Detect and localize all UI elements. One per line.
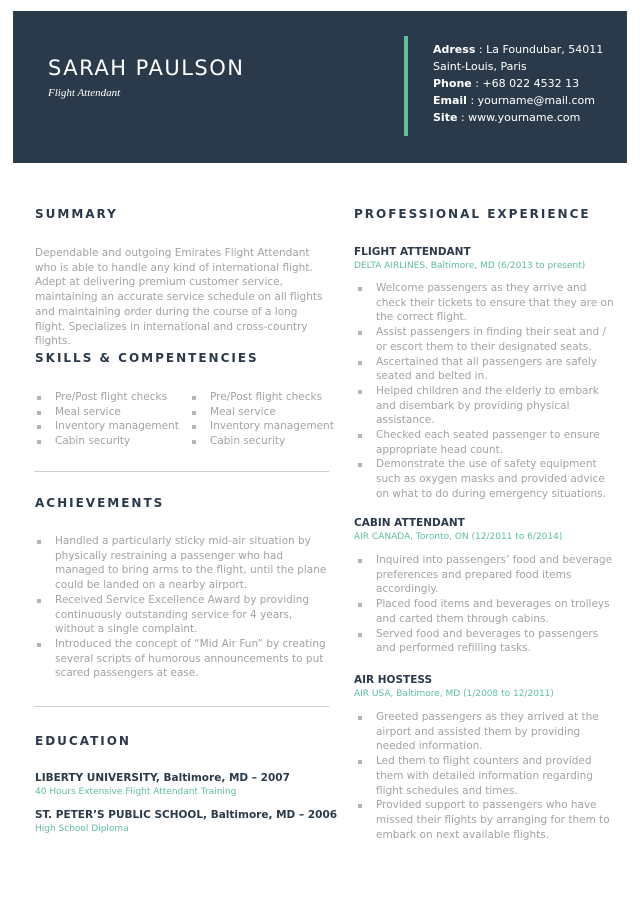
summary-text: Dependable and outgoing Emirates Flight Attendant who is able to handle any kind of international flight. Adept at delivering premium customer service, maintaining an accurate service schedule on all flights and maintaining order during the course of a long flight. Specializes in international and cross-country flights.: [35, 247, 323, 348]
skills-list-2: [190, 390, 335, 449]
job-position: CABIN ATTENDANT: [354, 517, 465, 529]
duty-item: Demonstrate the use of safety equipment such as oxygen masks and provided advice on what to do during emergency situations.: [356, 457, 614, 501]
job-employer: DELTA AIRLINES, Baltimore, MD (6/2013 to present): [354, 261, 586, 271]
summary-heading: SUMMARY: [35, 207, 118, 221]
skill-item: Meal service: [35, 405, 185, 420]
contact-email: Email : yourname@mail.com: [433, 94, 595, 107]
divider: [34, 706, 329, 707]
contact-city: Saint-Louis, Paris: [433, 60, 527, 73]
skills-heading: SKILLS & COMPENTENCIES: [35, 351, 259, 365]
achievements-heading: ACHIEVEMENTS: [35, 496, 165, 510]
job-duties: [356, 281, 614, 502]
achievement-item: Received Service Excellence Award by providing continuously outstanding service for 4 years, without a single complaint.: [35, 593, 327, 637]
contact-phone: Phone : +68 022 4532 13: [433, 77, 580, 90]
skill-item: Meal service: [190, 405, 335, 420]
duty-item: Served food and beverages to passengers and performed refilling tasks.: [356, 627, 614, 656]
accent-bar: [404, 36, 408, 136]
duty-item: Led them to flight counters and provided them with detailed information regarding flight schedules and times.: [356, 754, 614, 798]
divider: [34, 471, 329, 472]
skills-list-1: [35, 390, 185, 449]
achievements-list: [35, 534, 327, 681]
education-detail: High School Diploma: [35, 824, 129, 834]
skill-item: Cabin security: [35, 434, 185, 449]
duty-item: Ascertained that all passengers are safely seated and belted in.: [356, 355, 614, 384]
job-employer: AIR USA, Baltimore, MD (1/2008 to 12/2011): [354, 689, 554, 699]
skill-item: Pre/Post flight checks: [35, 390, 185, 405]
duty-item: Assist passengers in finding their seat and / or escort them to their designated seats.: [356, 325, 614, 354]
experience-heading: PROFESSIONAL EXPERIENCE: [354, 207, 591, 221]
job-duties: [356, 710, 614, 842]
achievement-item: Handled a particularly sticky mid-air situation by physically restraining a passenger who had managed to bring arms to the flight, until the plane could be landed on a nearby airport.: [35, 534, 327, 593]
skill-item: Pre/Post flight checks: [190, 390, 335, 405]
skill-item: Cabin security: [190, 434, 335, 449]
contact-block: [433, 41, 603, 126]
job-position: FLIGHT ATTENDANT: [354, 246, 471, 258]
education-heading: EDUCATION: [35, 734, 131, 748]
job-employer: AIR CANADA, Toronto, ON (12/2011 to 6/2014): [354, 532, 563, 542]
header-banner: [13, 11, 627, 163]
duty-item: Provided support to passengers who have missed their flights by arranging for them to embark on next available flights.: [356, 798, 614, 842]
education-school: LIBERTY UNIVERSITY, Baltimore, MD – 2007: [35, 772, 290, 784]
duty-item: Placed food items and beverages on trolleys and carted them through cabins.: [356, 597, 614, 626]
job-duties: [356, 553, 614, 656]
duty-item: Welcome passengers as they arrive and check their tickets to ensure that they are on the correct flight.: [356, 281, 614, 325]
duty-item: Checked each seated passenger to ensure appropriate head count.: [356, 428, 614, 457]
contact-site: Site : www.yourname.com: [433, 111, 581, 124]
person-name: SARAH PAULSON: [48, 56, 245, 80]
job-position: AIR HOSTESS: [354, 674, 433, 686]
achievement-item: Introduced the concept of “Mid Air Fun” by creating several scripts of humorous announcements to put scared passengers at ease.: [35, 637, 327, 681]
education-detail: 40 Hours Extensive Flight Attendant Training: [35, 787, 237, 797]
duty-item: Helped children and the elderly to embark and disembark by providing physical assistance.: [356, 384, 614, 428]
education-school: ST. PETER’S PUBLIC SCHOOL, Baltimore, MD – 2006: [35, 809, 338, 821]
job-title: Flight Attendant: [48, 87, 121, 99]
duty-item: Greeted passengers as they arrived at the airport and assisted them by providing needed information.: [356, 710, 614, 754]
contact-address: Adress : La Foundubar, 54011: [433, 43, 604, 56]
skill-item: Inventory management: [35, 419, 185, 434]
duty-item: Inquired into passengers’ food and beverage preferences and prepared food items accordingly.: [356, 553, 614, 597]
skill-item: Inventory management: [190, 419, 335, 434]
